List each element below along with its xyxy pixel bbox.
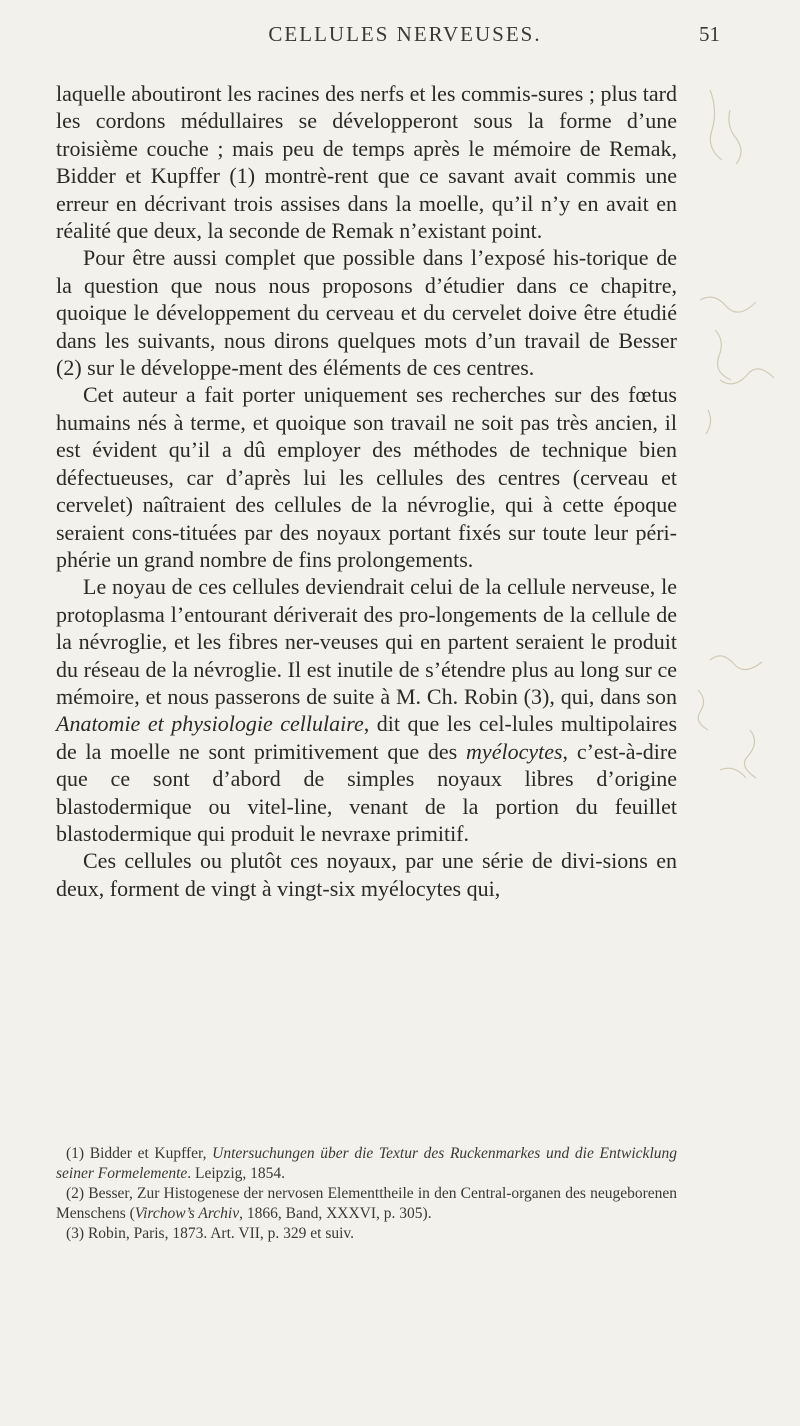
footnote-1-suffix: . Leipzig, 1854.: [187, 1164, 285, 1182]
stain-stroke: [706, 410, 711, 434]
robin-text-end: , c’est-à-dire que ce sont d’abord de simples noyaux libres d’origine blastodermique ou vitel-line, venant de la portion du feuillet blastodermique qui produit le nevraxe primitif.: [56, 738, 677, 846]
myelocytes-term: myélocytes: [466, 738, 563, 764]
paragraph-besser-method: Cet auteur a fait porter uniquement ses recherches sur des fœtus humains nés à terme, et quoique son travail ne soit pas très ancien, il est évident qu’il a dû employer des méthodes de technique bien défectueuses, car d’après lui les cellules des centres (cerveau et cervelet) naîtraient des cellules de la névroglie, qui à cette époque seraient cons-tituées par des noyaux portant fixés sur toute leur péri-phérie un grand nombre de fins prolongements.: [56, 382, 677, 572]
footnote-2-prefix: (2) Besser, Zur Histogenese der nervosen Elementtheile in den Central-organen des neugeborenen Menschens (: [56, 1185, 677, 1222]
footnotes: [56, 1144, 677, 1245]
robin-text-middle: , dit que les cel-lules multipolaires de la moelle ne sont primitivement que des: [56, 711, 678, 764]
footnote-1-prefix: (1) Bidder et Kupffer,: [66, 1145, 213, 1162]
robin-book-title: Anatomie et physiologie cellulaire: [56, 711, 364, 737]
footnote-1: [56, 1144, 677, 1183]
footnote-1-title: Untersuchungen über die Textur des Ruckenmarkes und die Entwicklung seiner Formelemente: [56, 1145, 677, 1182]
paragraph-robin: [56, 573, 677, 847]
paragraph-divisions: Ces cellules ou plutôt ces noyaux, par une série de divi-sions en deux, forment de vingt à vingt-six myélocytes qui,: [56, 848, 677, 901]
margin-stain-marks: [690, 80, 800, 840]
stain-stroke: [729, 110, 741, 164]
robin-text-start: Le noyau de ces cellules deviendrait celui de la cellule nerveuse, le protoplasma l’entourant dériverait des pro-longements de la cellule de la névroglie, et les fibres ner-veuses qui en partent seraient le produit du réseau de la névroglie. Il est inutile de s’étendre plus au long sur ce mémoire, et nous passerons de suite à M. Ch. Robin (3), qui, dans son: [56, 574, 677, 709]
running-title: CELLULES NERVEUSES.: [268, 22, 542, 46]
stain-stroke: [720, 369, 774, 384]
stain-stroke: [710, 656, 762, 670]
footnote-2-suffix: , 1866, Band, XXXVI, p. 305).: [239, 1204, 432, 1222]
paragraph-besser-intro: Pour être aussi complet que possible dans l’exposé his-torique de la question que nous nous proposons d’étudier dans ce chapitre, quoique le développement du cerveau et du cervelet doive être étudié dans les suivants, nous dirons quelques mots d’un travail de Besser (2) sur le développe-ment des éléments de ces centres.: [56, 245, 677, 381]
stain-stroke: [698, 690, 708, 730]
stain-stroke: [720, 768, 746, 778]
footnote-3: (3) Robin, Paris, 1873. Art. VII, p. 329 et suiv.: [66, 1225, 355, 1242]
stain-stroke: [744, 730, 756, 778]
main-text: [56, 80, 677, 902]
footnote-2: [56, 1184, 677, 1223]
page-number: 51: [699, 22, 720, 46]
footnote-2-journal: Virchow’s Archiv: [134, 1204, 240, 1222]
stain-stroke: [700, 297, 756, 312]
running-head: [90, 22, 720, 56]
stain-stroke: [715, 330, 731, 380]
stain-stroke: [710, 90, 722, 160]
paragraph-continuation: laquelle aboutiront les racines des nerfs et les commis-sures ; plus tard les cordons médullaires se développeront sous la forme d’une troisième couche ; mais peu de temps après le mémoire de Remak, Bidder et Kupffer (1) montrè-rent que ce savant avait commis une erreur en décrivant trois assises dans la moelle, qu’il n’y en avait en réalité que deux, la seconde de Remak n’existant point.: [56, 81, 677, 244]
